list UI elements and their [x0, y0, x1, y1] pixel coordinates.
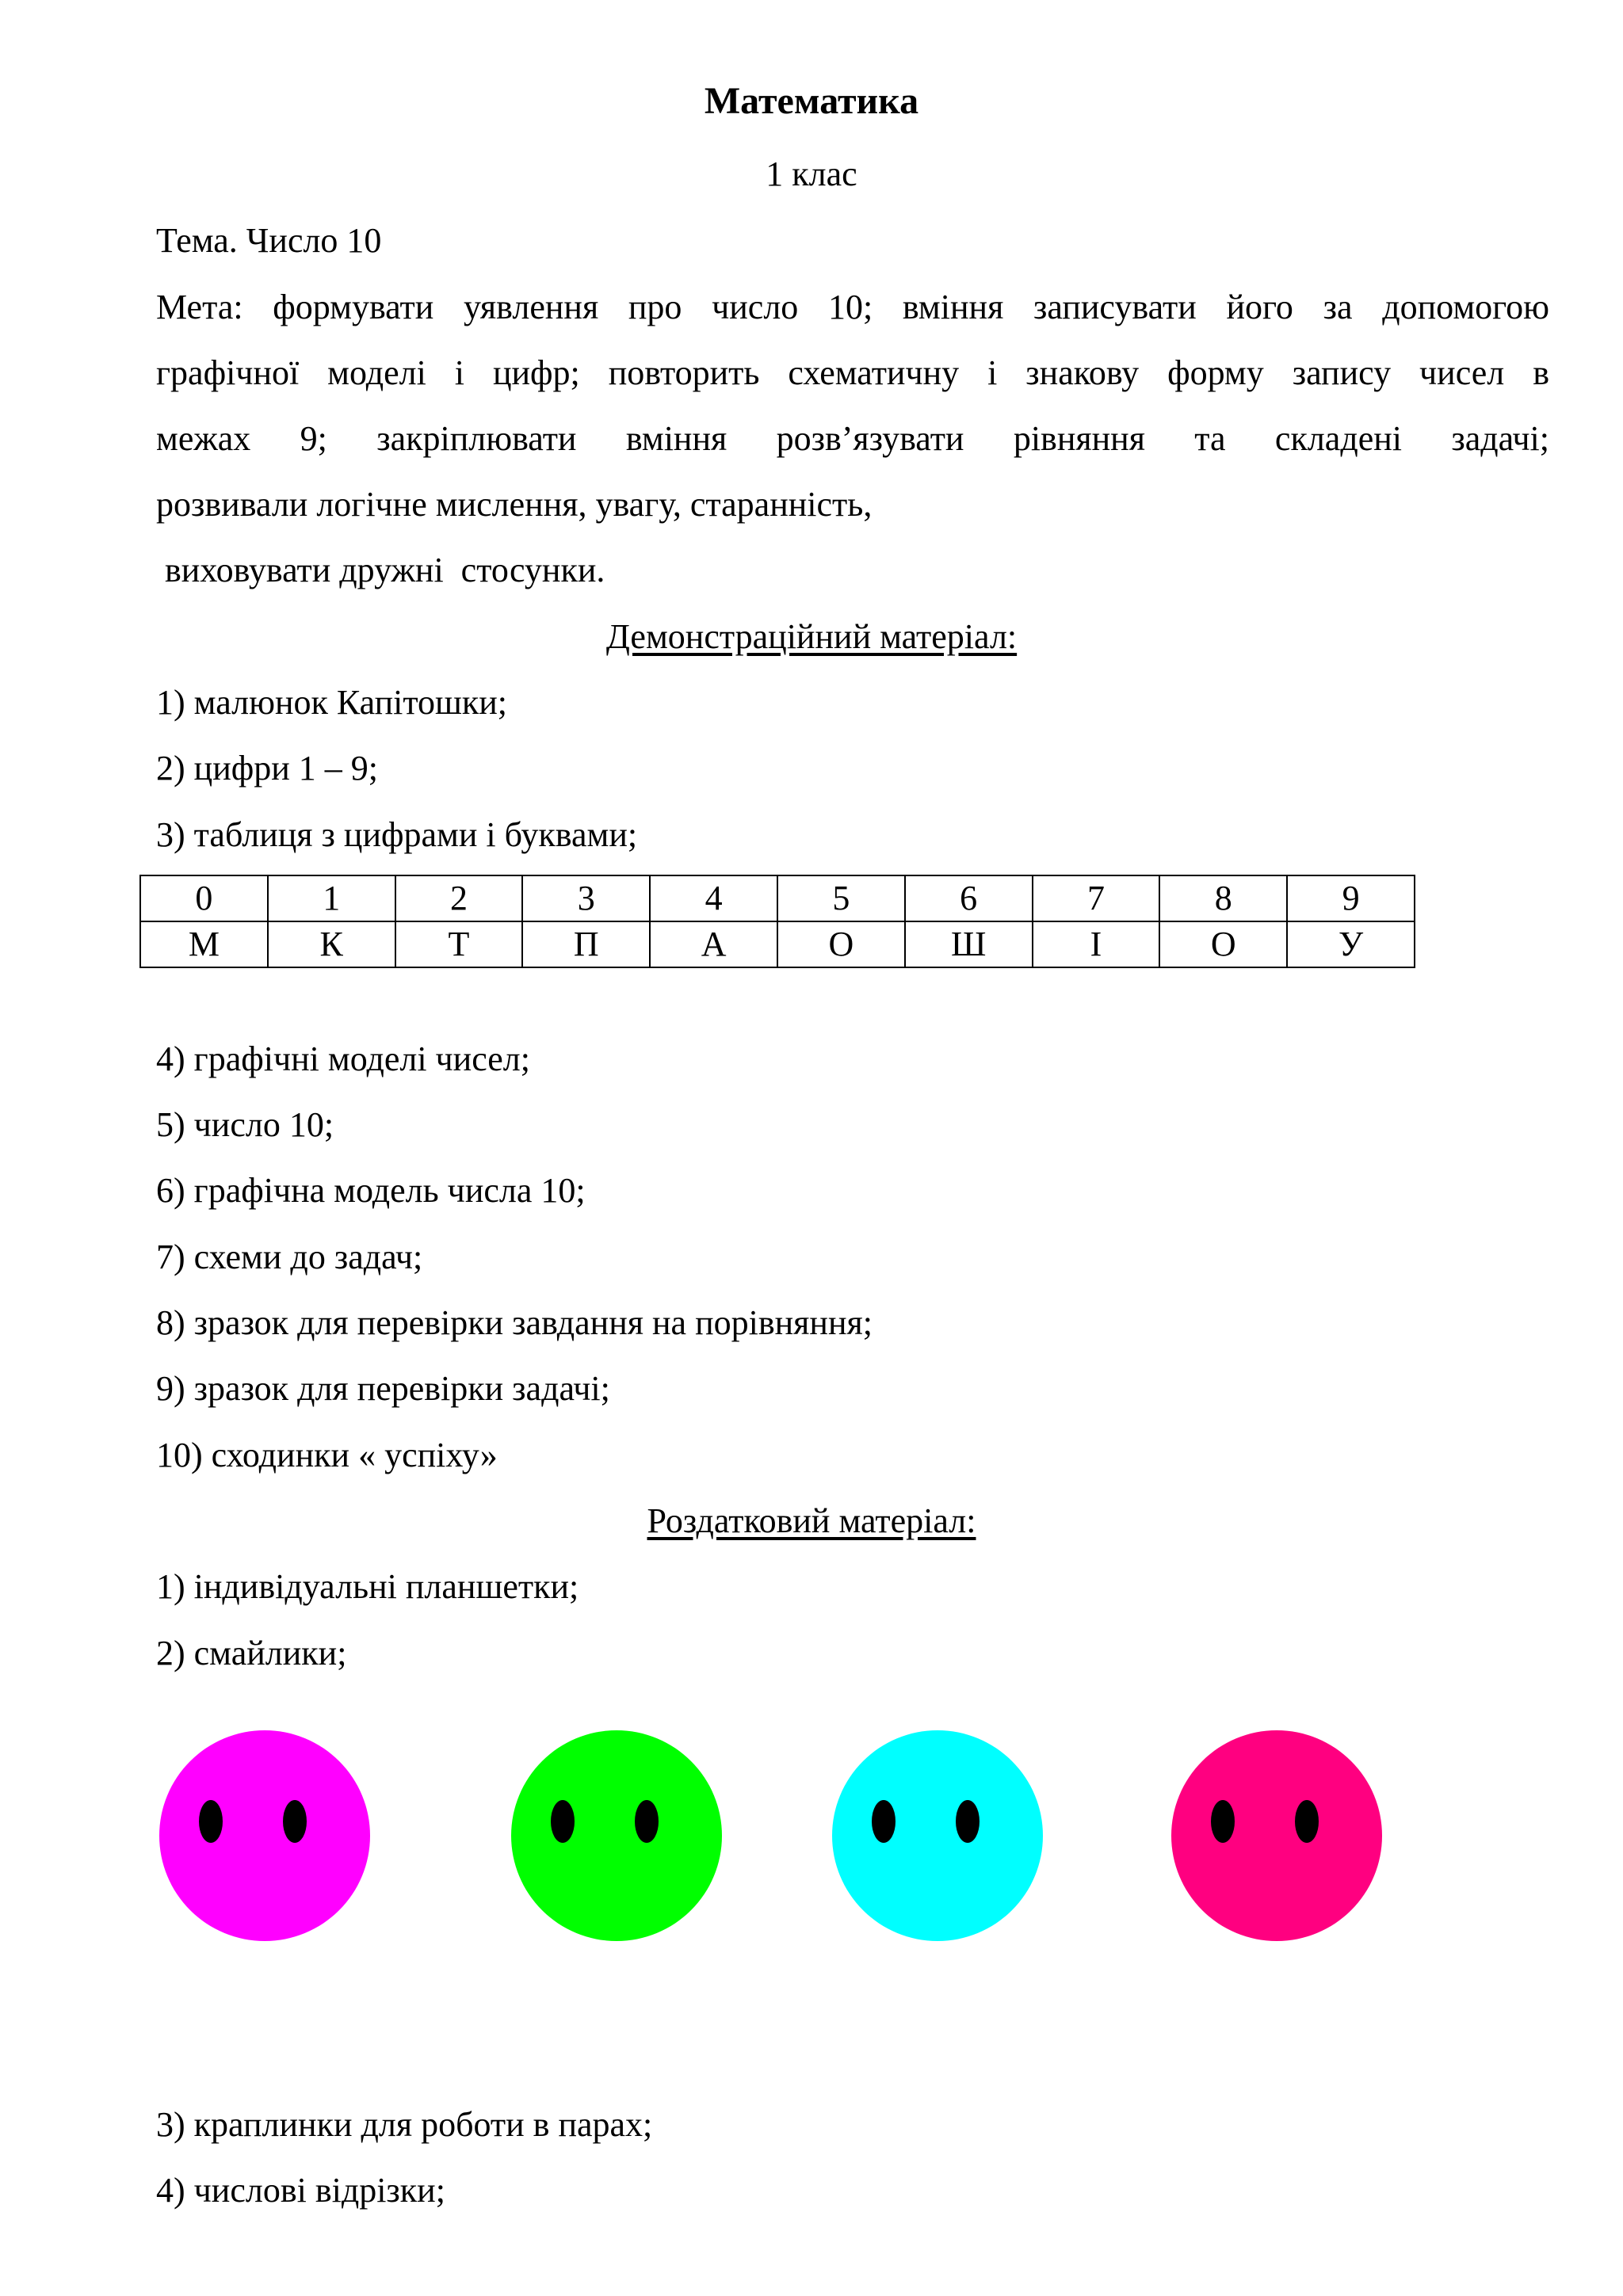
digit-cell: 8: [1159, 875, 1287, 921]
handout-item: 4) числові відрізки;: [156, 2171, 445, 2210]
digit-cell: 2: [395, 875, 523, 921]
smiley-cyan: [832, 1730, 1043, 1941]
smiley-eye: [199, 1800, 223, 1843]
goal-line: розвивали логічне мислення, увагу, старанність,: [156, 485, 873, 524]
letter-cell: О: [1159, 921, 1287, 967]
digit-cell: 0: [140, 875, 268, 921]
demo-item: 3) таблиця з цифрами і буквами;: [156, 815, 638, 854]
letter-cell: М: [140, 921, 268, 967]
letter-cell: П: [522, 921, 650, 967]
demo-item: 9) зразок для перевірки задачі;: [156, 1369, 610, 1408]
topic-line: Тема. Число 10: [156, 221, 382, 260]
smiley-eye: [872, 1800, 896, 1843]
letter-cell: І: [1033, 921, 1160, 967]
smiley-eye: [1211, 1800, 1235, 1843]
goal-line: межах 9; закріплювати вміння розв’язувати рівняння та складені задачі;: [156, 419, 1549, 458]
smiley-eye: [956, 1800, 980, 1843]
letter-cell: А: [650, 921, 777, 967]
smiley-eye: [1295, 1800, 1319, 1843]
document-title: Математика: [704, 80, 919, 122]
handout-item: 3) краплинки для роботи в парах;: [156, 2105, 653, 2144]
smiley-eye: [283, 1800, 307, 1843]
smiley-pink: [1171, 1730, 1382, 1941]
smiley-magenta: [159, 1730, 370, 1941]
letter-cell: У: [1287, 921, 1415, 967]
letter-cell: Ш: [905, 921, 1033, 967]
demo-item: 7) схеми до задач;: [156, 1238, 423, 1276]
goal-line: виховувати дружні стосунки.: [156, 551, 605, 589]
letter-cell: К: [268, 921, 395, 967]
demo-item: 6) графічна модель числа 10;: [156, 1171, 586, 1210]
demo-item: 2) цифри 1 – 9;: [156, 749, 379, 788]
demo-item: 10) сходинки « успіху»: [156, 1436, 498, 1474]
digit-cell: 1: [268, 875, 395, 921]
handout-item: 1) індивідуальні планшетки;: [156, 1567, 579, 1606]
digit-cell: 5: [777, 875, 905, 921]
handout-heading: Роздатковий матеріал:: [647, 1501, 976, 1540]
demo-heading: Демонстраційний матеріал:: [605, 617, 1018, 656]
demo-item: 4) графічні моделі чисел;: [156, 1039, 530, 1078]
smiley-green: [511, 1730, 722, 1941]
digit-cell: 9: [1287, 875, 1415, 921]
smiley-eye: [635, 1800, 659, 1843]
digit-cell: 6: [905, 875, 1033, 921]
digit-cell: 3: [522, 875, 650, 921]
grade-label: 1 клас: [766, 154, 857, 193]
demo-item: 8) зразок для перевірки завдання на порівняння;: [156, 1303, 873, 1342]
digit-cell: 4: [650, 875, 777, 921]
smiley-eye: [551, 1800, 575, 1843]
letter-cell: Т: [395, 921, 523, 967]
digit-letter-table: [139, 875, 1415, 968]
digits-row: [140, 875, 1415, 921]
demo-item: 1) малюнок Капітошки;: [156, 683, 508, 722]
demo-item: 5) число 10;: [156, 1105, 334, 1144]
letter-cell: О: [777, 921, 905, 967]
handout-item: 2) смайлики;: [156, 1634, 347, 1672]
goal-line: графічної моделі і цифр; повторить схематичну і знакову форму запису чисел в: [156, 353, 1549, 392]
letters-row: [140, 921, 1415, 967]
goal-line: Мета: формувати уявлення про число 10; вміння записувати його за допомогою: [156, 288, 1549, 326]
digit-cell: 7: [1033, 875, 1160, 921]
